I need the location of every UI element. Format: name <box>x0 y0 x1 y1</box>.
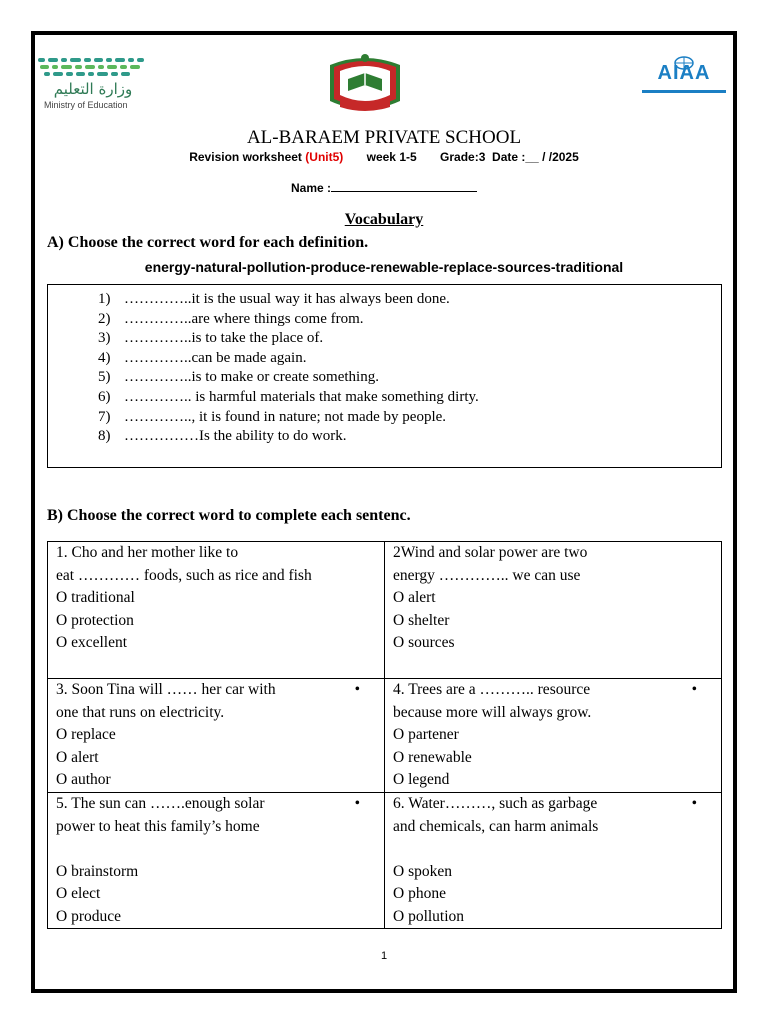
answer-option[interactable]: O pollution <box>393 907 465 925</box>
question-text <box>393 565 721 588</box>
question-cell <box>48 542 385 679</box>
question-text <box>393 793 721 816</box>
definition-number: 1) <box>98 291 111 307</box>
definition-number: 5) <box>98 369 111 386</box>
bullet-mark: • <box>354 795 360 812</box>
list-item <box>98 290 479 310</box>
question-text <box>393 679 721 702</box>
moe-arabic-text: وزارة التعليم <box>53 80 133 98</box>
worksheet-info-line <box>0 150 768 164</box>
vocabulary-heading: Vocabulary <box>344 211 424 228</box>
answer-option[interactable]: O excellent <box>56 634 128 651</box>
definition-text: …………..is to take the place of. <box>124 330 324 347</box>
question-cell <box>385 679 722 793</box>
question-cell <box>48 679 385 793</box>
answer-option[interactable]: O shelter <box>393 611 450 629</box>
table-row <box>48 793 722 929</box>
question-text-line: power to heat this family’s home <box>56 817 260 835</box>
definition-text: …………..are where things come from. <box>124 310 364 327</box>
list-item <box>98 368 479 388</box>
section-b-title: B) Choose the correct word to complete each sentenc. <box>47 507 411 524</box>
question-cell <box>48 793 385 929</box>
name-blank-line[interactable] <box>331 180 477 192</box>
question-text <box>56 702 384 725</box>
answer-option[interactable]: O partener <box>393 726 459 743</box>
aiaa-logo <box>640 56 728 100</box>
answer-option[interactable]: O elect <box>56 885 101 902</box>
question-text <box>56 816 384 839</box>
answer-option[interactable]: O protection <box>56 611 134 629</box>
question-text-line: energy ………….. we can use <box>393 566 581 584</box>
list-item <box>98 408 479 428</box>
worksheet-label: Revision worksheet <box>189 150 302 164</box>
definition-number: 8) <box>98 428 111 445</box>
ministry-of-education-logo <box>36 56 146 120</box>
school-name: AL-BARAEM PRIVATE SCHOOL <box>246 127 522 148</box>
question-text-line: 2Wind and solar power are two <box>393 544 588 561</box>
definition-text: …………..can be made again. <box>124 349 307 366</box>
question-text <box>56 679 384 702</box>
spacer <box>56 838 384 861</box>
question-text-line: one that runs on electricity. <box>56 703 225 721</box>
bullet-mark: • <box>691 795 697 812</box>
list-item <box>98 329 479 349</box>
answer-option[interactable]: O produce <box>56 907 121 925</box>
question-text <box>56 793 384 816</box>
name-field[interactable] <box>0 180 768 195</box>
question-text-line: eat ………… foods, such as rice and fish <box>56 566 312 584</box>
answer-option[interactable]: O traditional <box>56 589 135 606</box>
answer-option[interactable]: O alert <box>393 589 436 606</box>
question-cell <box>385 542 722 679</box>
school-crest-logo <box>324 51 406 115</box>
question-text-line: 6. Water………, such as garbage <box>393 795 598 812</box>
list-item <box>98 427 479 447</box>
bullet-mark: • <box>691 681 697 698</box>
questions-table <box>47 541 722 929</box>
question-text <box>56 542 384 565</box>
list-item <box>98 388 479 408</box>
question-text-line: because more will always grow. <box>393 703 592 721</box>
answer-option[interactable]: O phone <box>393 885 446 902</box>
definition-text: ………….., it is found in nature; not made by people. <box>124 408 447 425</box>
aiaa-logo-text: AIAA <box>657 62 711 84</box>
question-text-line: 1. Cho and her mother like to <box>56 544 239 561</box>
table-row <box>48 542 722 679</box>
question-text-line: 3. Soon Tina will …… her car with <box>56 681 276 698</box>
definition-text: ……………Is the ability to do work. <box>124 428 347 445</box>
week-label: week 1-5 <box>366 150 417 164</box>
question-text <box>393 702 721 725</box>
definition-number: 3) <box>98 330 111 347</box>
answer-option[interactable]: O spoken <box>393 862 452 880</box>
answer-option[interactable]: O sources <box>393 634 455 651</box>
school-crest-icon <box>324 51 406 115</box>
definition-number: 4) <box>98 349 111 366</box>
question-text-line: 5. The sun can …….enough solar <box>56 795 265 812</box>
word-bank: energy-natural-pollution-produce-renewable-replace-sources-traditional <box>144 259 624 275</box>
answer-option[interactable]: O replace <box>56 726 116 743</box>
moe-english-text: Ministry of Education <box>44 100 128 110</box>
definitions-list <box>98 290 479 447</box>
question-text-line: 4. Trees are a ……….. resource <box>393 681 591 698</box>
bullet-mark: • <box>354 681 360 698</box>
definition-text: …………..is to make or create something. <box>124 369 379 386</box>
answer-option[interactable]: O legend <box>393 771 450 788</box>
unit-label: (Unit5) <box>305 150 344 164</box>
definition-number: 6) <box>98 388 111 405</box>
answer-option[interactable]: O brainstorm <box>56 862 139 880</box>
question-text <box>393 542 721 565</box>
definitions-box <box>47 284 722 468</box>
grade-label: Grade:3 <box>440 150 486 164</box>
question-cell <box>385 793 722 929</box>
definition-text: …………..it is the usual way it has always been done. <box>124 291 450 307</box>
list-item <box>98 349 479 369</box>
definition-text: ………….. is harmful materials that make something dirty. <box>124 388 479 405</box>
definition-number: 7) <box>98 408 111 425</box>
aiaa-logo-underline <box>642 90 726 93</box>
question-text-line: and chemicals, can harm animals <box>393 817 599 835</box>
moe-dots-icon <box>36 56 146 78</box>
section-a-title: A) Choose the correct word for each definition. <box>47 234 369 251</box>
question-text <box>56 565 384 588</box>
answer-option[interactable]: O renewable <box>393 748 472 766</box>
date-label: Date :__ / /2025 <box>492 150 579 164</box>
table-row <box>48 679 722 793</box>
spacer <box>393 838 721 861</box>
definition-number: 2) <box>98 310 111 327</box>
list-item <box>98 310 479 330</box>
page-number: 1 <box>380 950 388 962</box>
name-label: Name : <box>290 181 331 195</box>
answer-option[interactable]: O alert <box>56 748 99 766</box>
question-text <box>393 816 721 839</box>
answer-option[interactable]: O author <box>56 771 111 788</box>
